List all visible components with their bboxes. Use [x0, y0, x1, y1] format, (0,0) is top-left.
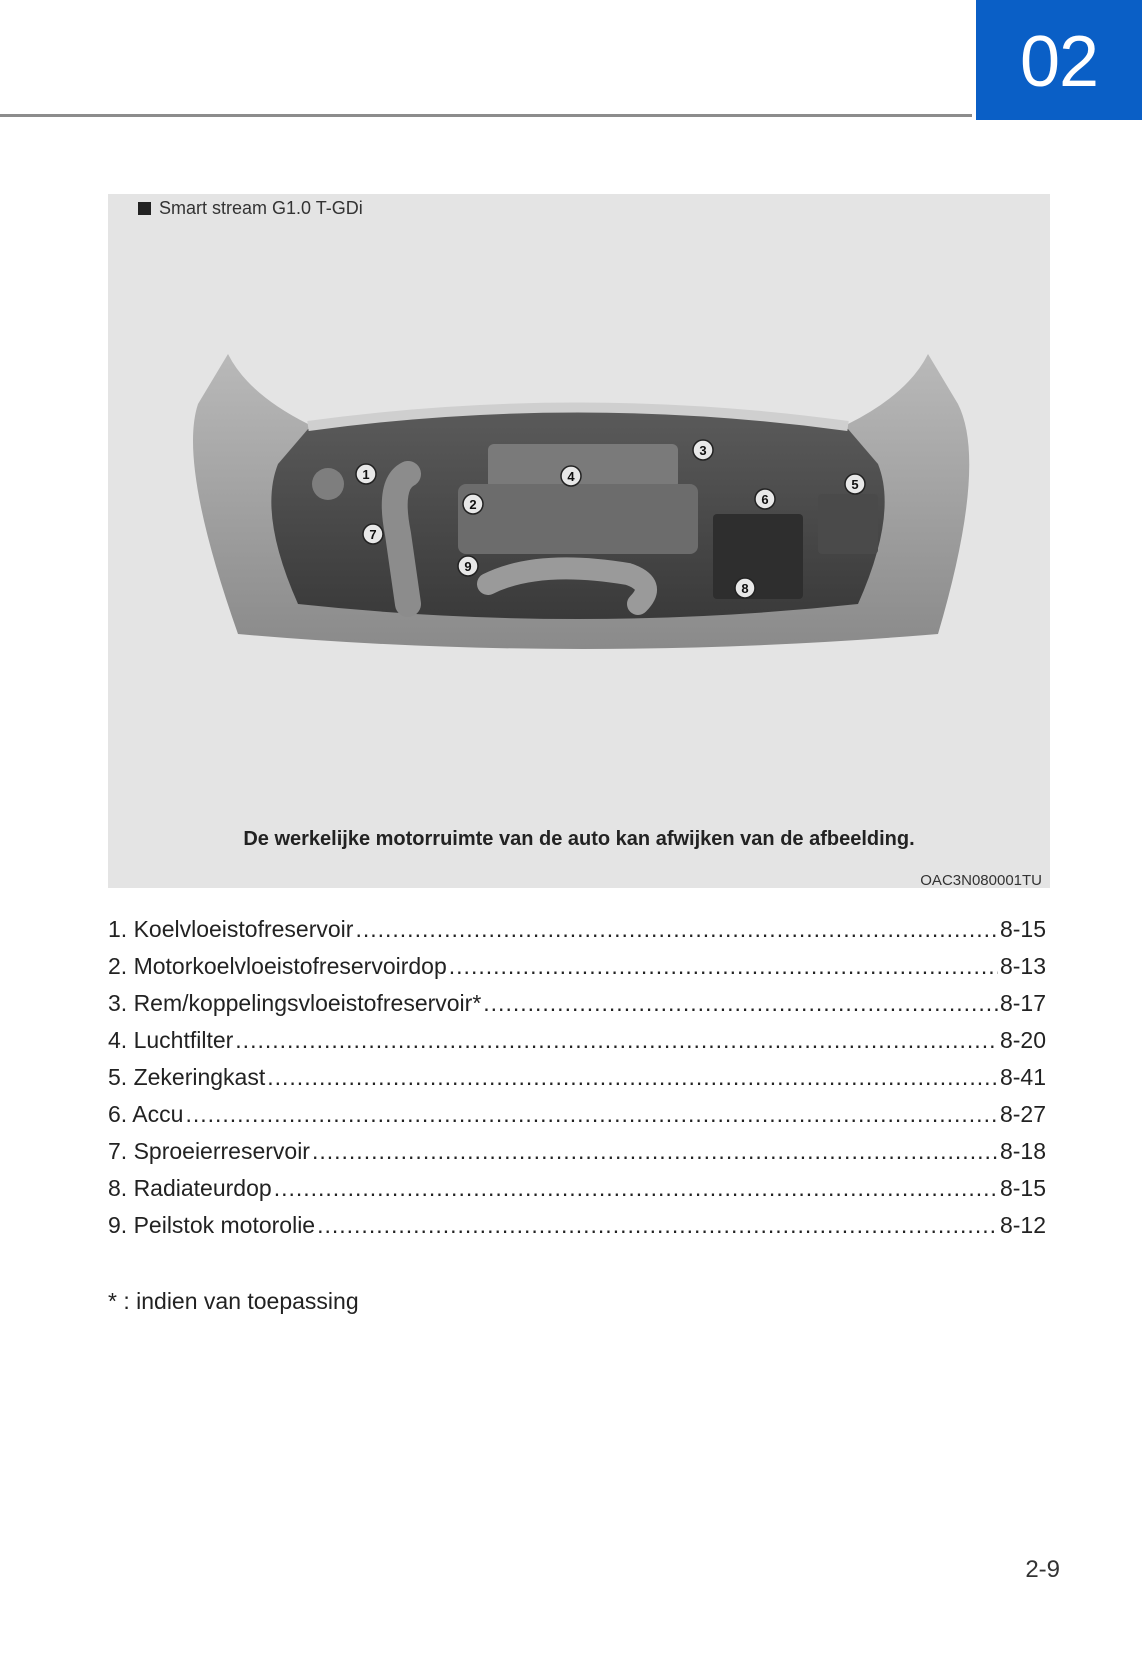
chapter-tab: 02	[976, 0, 1142, 120]
figure-code: OAC3N080001TU	[920, 872, 1042, 889]
svg-text:5: 5	[851, 477, 859, 492]
list-item-label: 8. Radiateurdop	[108, 1175, 272, 1201]
callout-9	[458, 556, 478, 576]
leader-dots	[355, 916, 998, 943]
list-item-page: 8-41	[999, 1064, 1046, 1090]
svg-text:7: 7	[369, 527, 377, 542]
leader-dots	[267, 1064, 998, 1091]
leader-dots	[312, 1138, 998, 1165]
header-rule	[0, 114, 972, 117]
fuse-box-block	[818, 494, 878, 554]
svg-text:8: 8	[741, 581, 749, 596]
leader-dots	[274, 1175, 998, 1202]
svg-text:9: 9	[464, 559, 472, 574]
coolant-reservoir-shape	[312, 468, 344, 500]
list-item-page: 8-20	[999, 1027, 1046, 1053]
callout-8	[735, 578, 755, 598]
list-item-label: 2. Motorkoelvloeistofreservoirdop	[108, 953, 447, 979]
list-item-page: 8-15	[999, 916, 1046, 942]
callout-3	[693, 440, 713, 460]
square-bullet-icon	[138, 202, 151, 215]
list-item	[108, 990, 1046, 1027]
air-filter-housing	[458, 484, 698, 554]
list-item-page: 8-17	[999, 990, 1046, 1016]
leader-dots	[317, 1212, 998, 1239]
list-item-label: 7. Sproeierreservoir	[108, 1138, 310, 1164]
leader-dots	[449, 953, 998, 980]
svg-text:4: 4	[567, 469, 575, 484]
leader-dots	[185, 1101, 998, 1128]
page-number: 2-9	[1025, 1556, 1060, 1583]
list-item	[108, 1064, 1046, 1101]
list-item-label: 3. Rem/koppelingsvloeistofreservoir*	[108, 990, 482, 1016]
list-item-label: 6. Accu	[108, 1101, 184, 1127]
engine-figure	[108, 194, 1050, 888]
component-list	[108, 916, 1046, 1249]
footnote: * : indien van toepassing	[108, 1288, 359, 1314]
list-item	[108, 953, 1046, 990]
callout-4	[561, 466, 581, 486]
list-item-page: 8-13	[999, 953, 1046, 979]
callout-2	[463, 494, 483, 514]
list-item-label: 1. Koelvloeistofreservoir	[108, 916, 354, 942]
intake-pipe	[395, 474, 408, 604]
callout-6	[755, 489, 775, 509]
list-item-page: 8-27	[999, 1101, 1046, 1127]
list-item-page: 8-15	[999, 1175, 1046, 1201]
callout-5	[845, 474, 865, 494]
list-item-label: 9. Peilstok motorolie	[108, 1212, 316, 1238]
engine-label	[138, 198, 363, 219]
list-item-label: 4. Luchtfilter	[108, 1027, 234, 1053]
svg-text:2: 2	[469, 497, 477, 512]
svg-text:1: 1	[362, 467, 370, 482]
list-item	[108, 1101, 1046, 1138]
leader-dots	[483, 990, 998, 1017]
callout-7	[363, 524, 383, 544]
callout-1	[356, 464, 376, 484]
list-item	[108, 1175, 1046, 1212]
svg-text:6: 6	[761, 492, 769, 507]
leader-dots	[235, 1027, 998, 1054]
list-item	[108, 1212, 1046, 1249]
list-item	[108, 1138, 1046, 1175]
list-item	[108, 1027, 1046, 1064]
list-item-page: 8-12	[999, 1212, 1046, 1238]
list-item-label: 5. Zekeringkast	[108, 1064, 266, 1090]
engine-cover	[488, 444, 678, 489]
engine-label-text: Smart stream G1.0 T-GDi	[159, 198, 363, 218]
battery-block	[713, 514, 803, 599]
list-item-page: 8-18	[999, 1138, 1046, 1164]
figure-caption: De werkelijke motorruimte van de auto kan afwijken van de afbeelding.	[243, 828, 915, 850]
list-item	[108, 916, 1046, 953]
svg-text:3: 3	[699, 443, 707, 458]
engine-bay-illustration	[158, 334, 1000, 714]
